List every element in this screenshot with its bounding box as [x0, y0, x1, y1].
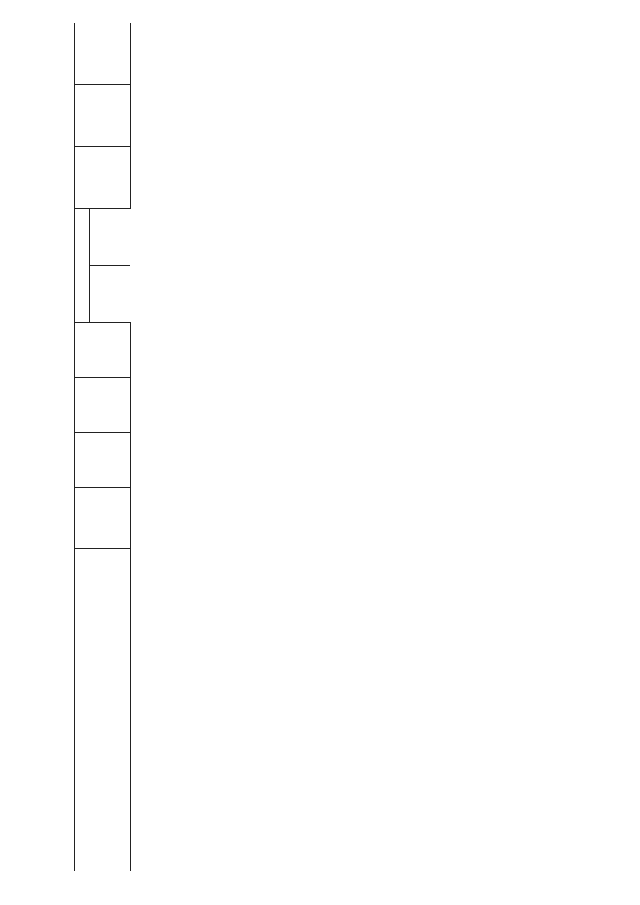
value-cell — [185, 488, 187, 549]
value-cell — [185, 433, 187, 488]
header-year-2023 — [90, 209, 131, 266]
row-number — [185, 849, 187, 871]
value-cell — [185, 23, 187, 85]
value-cell — [185, 266, 187, 323]
header-year-2021 — [75, 209, 90, 323]
value-cell — [185, 209, 187, 266]
header-year-2024 — [75, 85, 131, 147]
value-cell — [185, 147, 187, 209]
header-total — [75, 488, 131, 549]
investment-table — [74, 23, 187, 871]
value-cell — [185, 378, 187, 433]
header-year-2020 — [75, 323, 131, 378]
row-label — [185, 549, 187, 849]
header-year-2025 — [75, 23, 131, 85]
value-cell — [185, 85, 187, 147]
header-empty-cell — [75, 549, 131, 871]
header-year-2022 — [90, 266, 131, 323]
value-cell — [185, 323, 187, 378]
header-year-2019 — [75, 378, 131, 433]
table-row — [185, 23, 187, 871]
